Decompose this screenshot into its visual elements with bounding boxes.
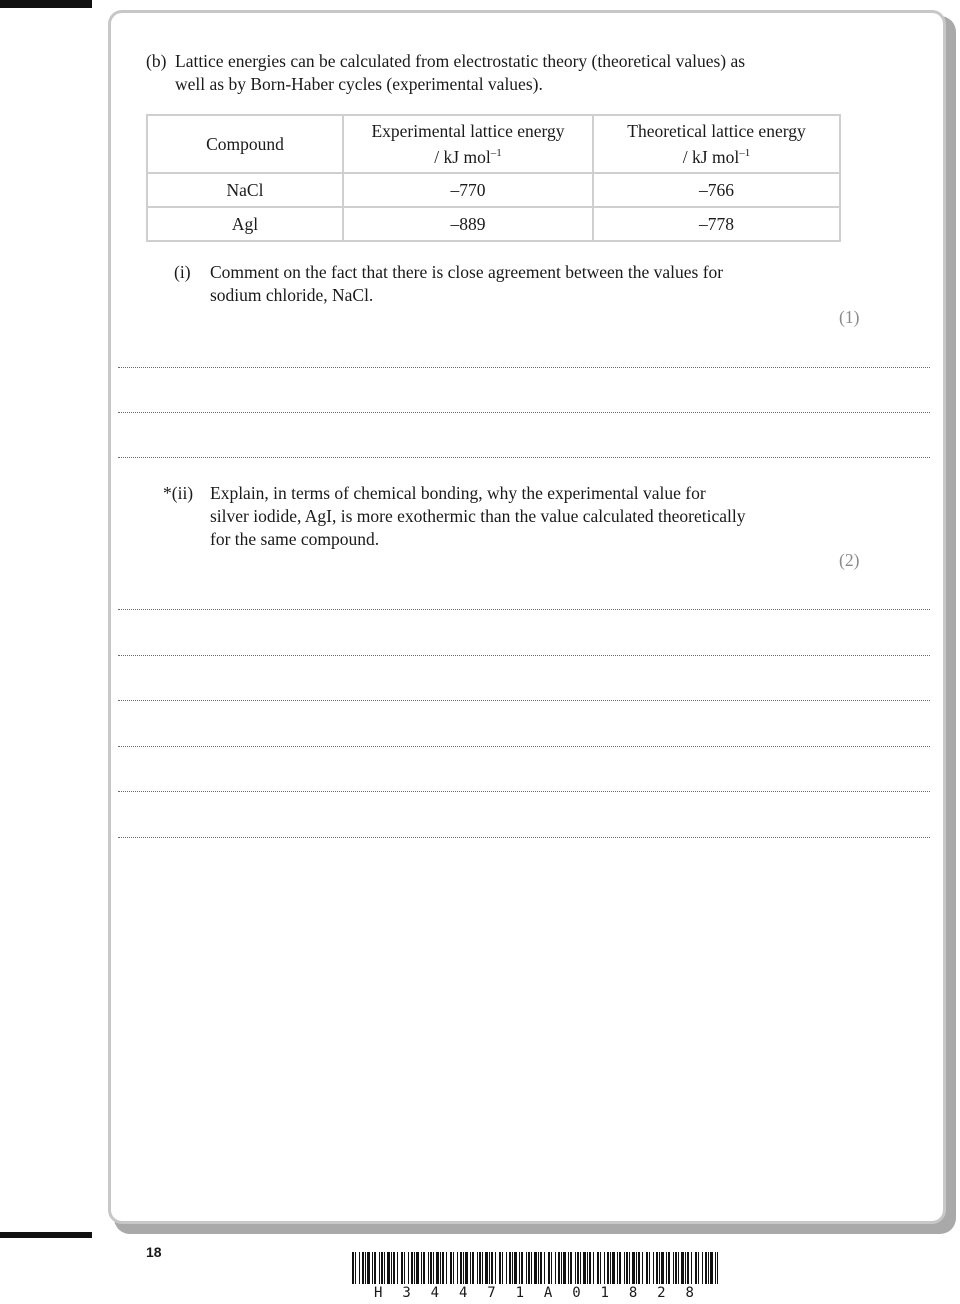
question-b-label: (b): [146, 51, 167, 71]
answer-line-ii-6[interactable]: [118, 837, 930, 838]
part-ii-line-3: for the same compound.: [210, 529, 380, 549]
table-row: [147, 173, 840, 207]
barcode-char: 1: [600, 1285, 609, 1301]
barcode-char: 3: [402, 1285, 411, 1301]
page-number: 18: [146, 1244, 162, 1260]
cell-experimental: –770: [343, 173, 593, 207]
question-b-line-2: well as by Born-Haber cycles (experimental values).: [175, 74, 543, 94]
cell-compound: NaCl: [147, 173, 343, 207]
top-margin-bar: [0, 0, 92, 8]
barcode-icon: [352, 1252, 718, 1284]
cell-experimental: –889: [343, 207, 593, 241]
bottom-margin-bar: [0, 1232, 92, 1238]
part-i-line-2: sodium chloride, NaCl.: [210, 285, 374, 305]
part-ii-line-1: Explain, in terms of chemical bonding, why the experimental value for: [210, 483, 706, 503]
answer-line-i-3[interactable]: [118, 457, 930, 458]
barcode-text: [374, 1285, 694, 1301]
header-compound: Compound: [147, 115, 343, 173]
part-ii-line-2: silver iodide, AgI, is more exothermic than the value calculated theoretically: [210, 506, 746, 526]
part-ii-marks: (2): [839, 550, 860, 570]
barcode-char: 1: [515, 1285, 524, 1301]
part-i-label: (i): [174, 262, 191, 282]
lattice-energy-table: [146, 114, 841, 242]
barcode-char: 2: [657, 1285, 666, 1301]
barcode-char: 7: [487, 1285, 496, 1301]
question-b-line-1: Lattice energies can be calculated from electrostatic theory (theoretical values) as: [175, 51, 746, 71]
barcode-char: 0: [572, 1285, 581, 1301]
cell-theoretical: –778: [593, 207, 840, 241]
answer-line-i-1[interactable]: [118, 367, 930, 368]
table-row: [147, 207, 840, 241]
answer-line-ii-5[interactable]: [118, 791, 930, 792]
part-ii-label: *(ii): [163, 483, 194, 503]
barcode-char: H: [374, 1285, 383, 1301]
cell-theoretical: –766: [593, 173, 840, 207]
part-i-marks: (1): [839, 307, 860, 327]
barcode-char: A: [543, 1285, 553, 1301]
table-header-row: [147, 115, 840, 173]
header-experimental: Experimental lattice energy / kJ mol$^{-1}$: [343, 115, 593, 173]
answer-line-ii-3[interactable]: [118, 700, 930, 701]
part-i-line-1: Comment on the fact that there is close agreement between the values for: [210, 262, 724, 282]
barcode-char: 4: [430, 1285, 440, 1301]
barcode-char: 4: [458, 1285, 468, 1301]
answer-line-i-2[interactable]: [118, 412, 930, 413]
answer-line-ii-2[interactable]: [118, 655, 930, 656]
cell-compound: Agl: [147, 207, 343, 241]
answer-line-ii-4[interactable]: [118, 746, 930, 747]
answer-line-ii-1[interactable]: [118, 609, 930, 610]
header-theoretical: Theoretical lattice energy / kJ mol$^{-1}$: [593, 115, 840, 173]
barcode-char: 8: [628, 1285, 638, 1301]
barcode-char: 8: [685, 1285, 694, 1301]
